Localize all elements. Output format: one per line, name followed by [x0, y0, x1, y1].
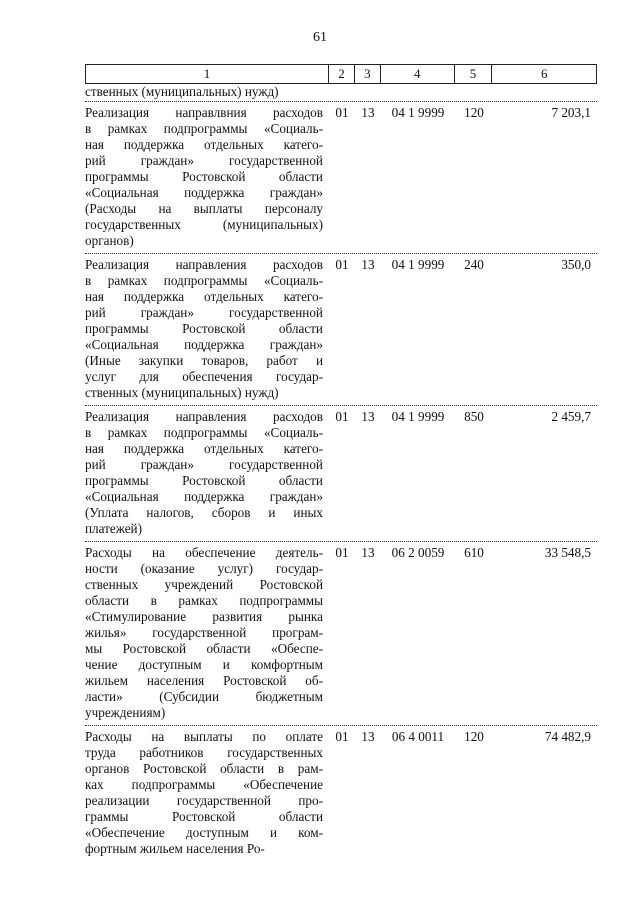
row-c2-value: 01 — [335, 409, 349, 424]
row-description — [85, 105, 329, 249]
table-body — [85, 102, 597, 861]
description-line: в рамках подпрограммы «Социаль- — [85, 121, 323, 136]
row-c5-value: 610 — [464, 545, 484, 560]
description-line: программы Ростовской области — [85, 473, 323, 488]
row-c5-value: 240 — [464, 257, 484, 272]
description-line: программы Ростовской области — [85, 169, 323, 184]
header-col-3: 3 — [355, 65, 381, 83]
description-line: рий граждан» государственной — [85, 305, 323, 320]
description-line: рий граждан» государственной — [85, 153, 323, 168]
row-c5-value: 120 — [464, 729, 484, 744]
row-c2-value: 01 — [335, 105, 349, 120]
row-c3-value: 13 — [361, 409, 375, 424]
budget-table — [85, 64, 597, 861]
header-col-1: 1 — [86, 65, 329, 83]
row-c6-value: 7 203,1 — [551, 105, 591, 120]
description-line: в рамках подпрограммы «Социаль- — [85, 425, 323, 440]
table-row — [85, 102, 597, 254]
row-c3-value: 13 — [361, 105, 375, 120]
row-c3-value: 13 — [361, 545, 375, 560]
row-c2-value: 01 — [335, 729, 349, 744]
row-description — [85, 545, 329, 721]
description-line: «Социальная поддержка граждан» — [85, 337, 323, 352]
description-line: «Обеспечение доступным и ком- — [85, 825, 323, 840]
description-line: Расходы на обеспечение деятель- — [85, 545, 323, 560]
row-c4-value: 04 1 9999 — [391, 105, 445, 120]
continuation-row — [85, 84, 597, 102]
description-line: органов) — [85, 233, 134, 248]
description-line: учреждениям) — [85, 705, 166, 720]
description-line: жильем населения Ростовской об- — [85, 673, 323, 688]
description-line: услуг для обеспечения государ- — [85, 369, 323, 384]
description-line: (Уплата налогов, сборов и иных — [85, 505, 323, 520]
description-line: ности (оказание услуг) государ- — [85, 561, 323, 576]
table-header-row — [85, 64, 597, 84]
description-line: программы Ростовской области — [85, 321, 323, 336]
row-c4-value: 06 2 0059 — [391, 545, 445, 560]
row-description — [85, 257, 329, 401]
row-description — [85, 729, 329, 857]
table-row — [85, 406, 597, 542]
row-description — [85, 409, 329, 537]
description-line: ственных учреждений Ростовской — [85, 577, 323, 592]
table-row — [85, 542, 597, 726]
description-line: государственных (муниципальных) — [85, 217, 323, 232]
header-col-5: 5 — [455, 65, 493, 83]
row-c6-value: 33 548,5 — [544, 545, 591, 560]
description-line: жилья» государственной програм- — [85, 625, 323, 640]
row-c3-value: 13 — [361, 729, 375, 744]
row-c6-value: 74 482,9 — [544, 729, 591, 744]
description-line: «Стимулирование развития рынка — [85, 609, 323, 624]
description-line: ласти» (Субсидии бюджетным — [85, 689, 323, 704]
row-c6-value: 2 459,7 — [551, 409, 591, 424]
description-line: ная поддержка отдельных катего- — [85, 441, 323, 456]
description-line: фортным жильем населения Ро- — [85, 841, 265, 856]
description-line: чение доступным и комфортным — [85, 657, 323, 672]
row-c4-value: 04 1 9999 — [391, 409, 445, 424]
description-line: «Социальная поддержка граждан» — [85, 489, 323, 504]
row-c4-value: 04 1 9999 — [391, 257, 445, 272]
description-line: ках подпрограммы «Обеспечение — [85, 777, 323, 792]
description-line: (Расходы на выплаты персоналу — [85, 201, 323, 216]
description-line: Расходы на выплаты по оплате — [85, 729, 323, 744]
header-col-6: 6 — [540, 66, 548, 81]
description-line: области в рамках подпрограммы — [85, 593, 323, 608]
description-line: реализации государственной про- — [85, 793, 323, 808]
description-line: рий граждан» государственной — [85, 457, 323, 472]
row-c4-value: 06 4 0011 — [391, 729, 445, 744]
description-line: Реализация направления расходов — [85, 409, 323, 424]
continuation-text: ственных (муниципальных) нужд) — [85, 84, 279, 99]
row-c5-value: 120 — [464, 105, 484, 120]
page-number: 61 — [313, 30, 327, 45]
description-line: труда работников государственных — [85, 745, 323, 760]
row-c2-value: 01 — [335, 257, 349, 272]
table-row — [85, 726, 597, 861]
row-c5-value: 850 — [464, 409, 484, 424]
description-line: Реализация направлвния расходов — [85, 105, 323, 120]
description-line: граммы Ростовской области — [85, 809, 323, 824]
description-line: мы Ростовской области «Обеспе- — [85, 641, 323, 656]
description-line: Реализация направления расходов — [85, 257, 323, 272]
table-row — [85, 254, 597, 406]
description-line: органов Ростовской области в рам- — [85, 761, 323, 776]
description-line: ственных (муниципальных) нужд) — [85, 385, 279, 400]
row-c6-value: 350,0 — [561, 257, 591, 272]
description-line: платежей) — [85, 521, 143, 536]
description-line: «Социальная поддержка граждан» — [85, 185, 323, 200]
description-line: ная поддержка отдельных катего- — [85, 289, 323, 304]
header-col-4: 4 — [381, 65, 455, 83]
description-line: ная поддержка отдельных катего- — [85, 137, 323, 152]
description-line: в рамках подпрограммы «Социаль- — [85, 273, 323, 288]
row-c2-value: 01 — [335, 545, 349, 560]
description-line: (Иные закупки товаров, работ и — [85, 353, 323, 368]
row-c3-value: 13 — [361, 257, 375, 272]
header-col-2: 2 — [329, 65, 355, 83]
